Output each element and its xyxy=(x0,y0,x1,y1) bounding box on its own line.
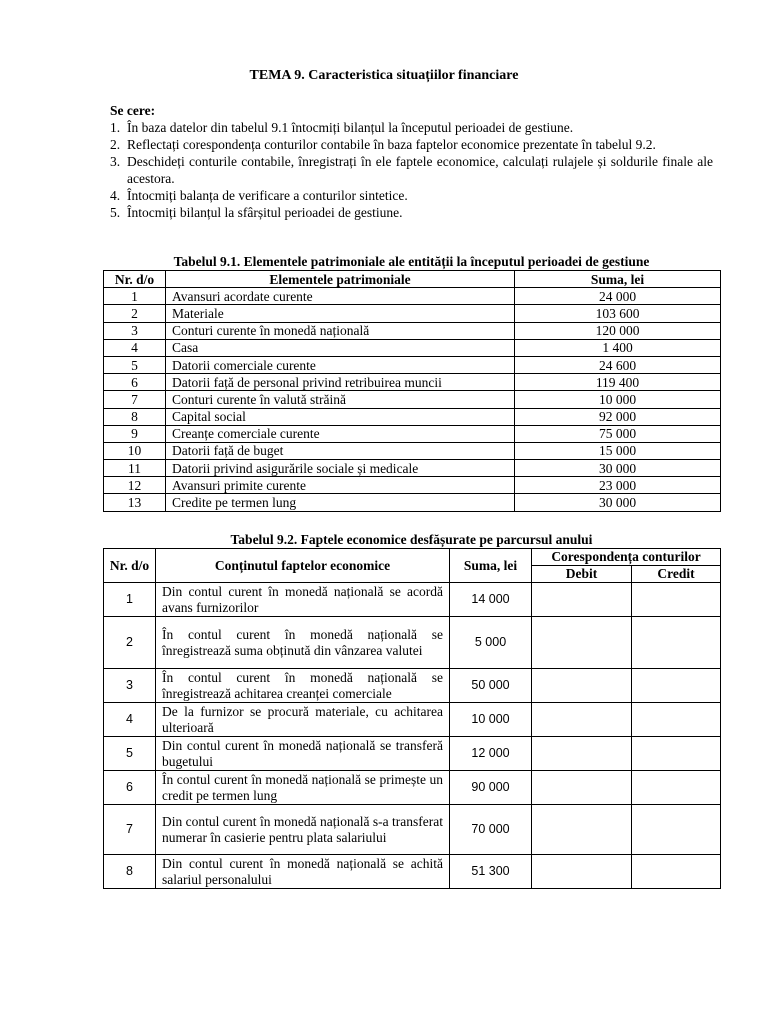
table-row xyxy=(104,703,721,737)
element-name: Datorii privind asigurările sociale și medicale xyxy=(166,460,515,477)
row-number: 6 xyxy=(104,374,166,391)
debit-cell[interactable] xyxy=(532,737,632,771)
table-row xyxy=(104,339,721,356)
requirement-number: 1. xyxy=(110,120,121,135)
table-row xyxy=(104,477,721,494)
table-row xyxy=(104,442,721,459)
debit-cell[interactable] xyxy=(532,805,632,855)
row-number: 11 xyxy=(104,460,166,477)
table-row xyxy=(104,425,721,442)
header-sum: Suma, lei xyxy=(515,271,721,288)
transaction-text: Din contul curent în monedă națională se transferă bugetului xyxy=(156,737,450,771)
element-sum: 75 000 xyxy=(515,425,721,442)
row-number: 1 xyxy=(104,583,156,617)
requirement-text: Reflectați corespondența conturilor contabile în baza faptelor economice prezentate în tabelul 9.2. xyxy=(127,137,656,152)
row-number: 1 xyxy=(104,288,166,305)
debit-cell[interactable] xyxy=(532,771,632,805)
row-number: 6 xyxy=(104,771,156,805)
debit-cell[interactable] xyxy=(532,855,632,889)
element-sum: 1 400 xyxy=(515,339,721,356)
element-sum: 23 000 xyxy=(515,477,721,494)
row-number: 2 xyxy=(104,617,156,669)
row-number: 5 xyxy=(104,737,156,771)
transaction-text: De la furnizor se procură materiale, cu achitarea ulterioară xyxy=(156,703,450,737)
requirement-item xyxy=(110,153,713,187)
requirement-item xyxy=(110,187,713,204)
table-header-row xyxy=(104,271,721,288)
transaction-text: Din contul curent în monedă națională se acordă avans furnizorilor xyxy=(156,583,450,617)
credit-cell[interactable] xyxy=(632,855,721,889)
requirement-text: Întocmiți balanța de verificare a conturilor sintetice. xyxy=(127,188,408,203)
requirements-list xyxy=(110,119,713,221)
row-number: 7 xyxy=(104,805,156,855)
requirement-text: În baza datelor din tabelul 9.1 întocmiți bilanțul la începutul perioadei de gestiune. xyxy=(127,120,574,135)
requirement-text: Deschideți conturile contabile, înregistrați în ele faptele economice, calculați rulajele și soldurile finale ale acestora. xyxy=(127,154,713,186)
element-sum: 119 400 xyxy=(515,374,721,391)
table-row xyxy=(104,737,721,771)
credit-cell[interactable] xyxy=(632,703,721,737)
header-nr: Nr. d/o xyxy=(104,271,166,288)
element-name: Datorii față de personal privind retribuirea muncii xyxy=(166,374,515,391)
table-row xyxy=(104,583,721,617)
table-row xyxy=(104,855,721,889)
element-name: Materiale xyxy=(166,305,515,322)
transactions-table xyxy=(103,548,721,889)
table-row xyxy=(104,617,721,669)
credit-cell[interactable] xyxy=(632,805,721,855)
element-name: Capital social xyxy=(166,408,515,425)
element-name: Datorii comerciale curente xyxy=(166,356,515,373)
element-sum: 24 000 xyxy=(515,288,721,305)
row-number: 4 xyxy=(104,339,166,356)
requirement-text: Întocmiți bilanțul la sfârșitul perioadei de gestiune. xyxy=(127,205,403,220)
table-row xyxy=(104,374,721,391)
element-name: Avansuri acordate curente xyxy=(166,288,515,305)
transaction-sum: 70 000 xyxy=(450,805,532,855)
row-number: 9 xyxy=(104,425,166,442)
transaction-text: În contul curent în monedă națională se înregistrează suma obținută din vânzarea valutei xyxy=(156,617,450,669)
table-row xyxy=(104,460,721,477)
header-element: Elementele patrimoniale xyxy=(166,271,515,288)
element-sum: 103 600 xyxy=(515,305,721,322)
requirement-number: 3. xyxy=(110,154,121,169)
row-number: 3 xyxy=(104,669,156,703)
credit-cell[interactable] xyxy=(632,617,721,669)
row-number: 2 xyxy=(104,305,166,322)
element-name: Creanțe comerciale curente xyxy=(166,425,515,442)
row-number: 10 xyxy=(104,442,166,459)
element-sum: 15 000 xyxy=(515,442,721,459)
table-row xyxy=(104,322,721,339)
element-sum: 30 000 xyxy=(515,494,721,511)
page-title: TEMA 9. Caracteristica situațiilor financiare xyxy=(249,68,519,83)
row-number: 4 xyxy=(104,703,156,737)
header-debit: Debit xyxy=(532,566,632,583)
row-number: 3 xyxy=(104,322,166,339)
requirement-item xyxy=(110,204,713,221)
row-number: 13 xyxy=(104,494,166,511)
header-credit: Credit xyxy=(632,566,721,583)
table-row xyxy=(104,391,721,408)
element-sum: 30 000 xyxy=(515,460,721,477)
element-name: Datorii față de buget xyxy=(166,442,515,459)
requirement-item xyxy=(110,119,713,136)
element-sum: 24 600 xyxy=(515,356,721,373)
table-row xyxy=(104,771,721,805)
table-row xyxy=(104,494,721,511)
element-sum: 92 000 xyxy=(515,408,721,425)
element-sum: 10 000 xyxy=(515,391,721,408)
element-name: Credite pe termen lung xyxy=(166,494,515,511)
requirement-number: 5. xyxy=(110,205,121,220)
table1-caption: Tabelul 9.1. Elementele patrimoniale ale entității la începutul perioadei de gestiune xyxy=(173,254,650,269)
debit-cell[interactable] xyxy=(532,703,632,737)
requirements-heading: Se cere: xyxy=(110,103,156,118)
debit-cell[interactable] xyxy=(532,617,632,669)
table-row xyxy=(104,805,721,855)
transaction-text: În contul curent în monedă națională se primește un credit pe termen lung xyxy=(156,771,450,805)
transaction-sum: 51 300 xyxy=(450,855,532,889)
debit-cell[interactable] xyxy=(532,583,632,617)
transaction-sum: 90 000 xyxy=(450,771,532,805)
transaction-sum: 14 000 xyxy=(450,583,532,617)
table-row xyxy=(104,305,721,322)
row-number: 8 xyxy=(104,855,156,889)
debit-cell[interactable] xyxy=(532,669,632,703)
credit-cell[interactable] xyxy=(632,737,721,771)
transaction-text: În contul curent în monedă națională se înregistrează achitarea creanței comerciale xyxy=(156,669,450,703)
table-row xyxy=(104,288,721,305)
row-number: 12 xyxy=(104,477,166,494)
transaction-sum: 10 000 xyxy=(450,703,532,737)
credit-cell[interactable] xyxy=(632,771,721,805)
transaction-text: Din contul curent în monedă națională s-a transferat numerar în casierie pentru plata salariului xyxy=(156,805,450,855)
header-nr: Nr. d/o xyxy=(104,549,156,583)
credit-cell[interactable] xyxy=(632,669,721,703)
element-sum: 120 000 xyxy=(515,322,721,339)
requirement-number: 2. xyxy=(110,137,121,152)
row-number: 7 xyxy=(104,391,166,408)
header-sum: Suma, lei xyxy=(450,549,532,583)
requirement-item xyxy=(110,136,713,153)
transaction-text: Din contul curent în monedă națională se achită salariul personalului xyxy=(156,855,450,889)
header-correspondence: Corespondența conturilor xyxy=(532,549,721,566)
element-name: Casa xyxy=(166,339,515,356)
element-name: Conturi curente în valută străină xyxy=(166,391,515,408)
table2-caption: Tabelul 9.2. Faptele economice desfășurate pe parcursul anului xyxy=(230,532,593,547)
element-name: Avansuri primite curente xyxy=(166,477,515,494)
assets-table xyxy=(103,270,721,512)
table-header-row xyxy=(104,549,721,566)
transaction-sum: 50 000 xyxy=(450,669,532,703)
credit-cell[interactable] xyxy=(632,583,721,617)
table-row xyxy=(104,356,721,373)
row-number: 5 xyxy=(104,356,166,373)
requirement-number: 4. xyxy=(110,188,121,203)
transaction-sum: 12 000 xyxy=(450,737,532,771)
table-row xyxy=(104,408,721,425)
element-name: Conturi curente în monedă națională xyxy=(166,322,515,339)
row-number: 8 xyxy=(104,408,166,425)
transaction-sum: 5 000 xyxy=(450,617,532,669)
header-content: Conținutul faptelor economice xyxy=(156,549,450,583)
table-row xyxy=(104,669,721,703)
